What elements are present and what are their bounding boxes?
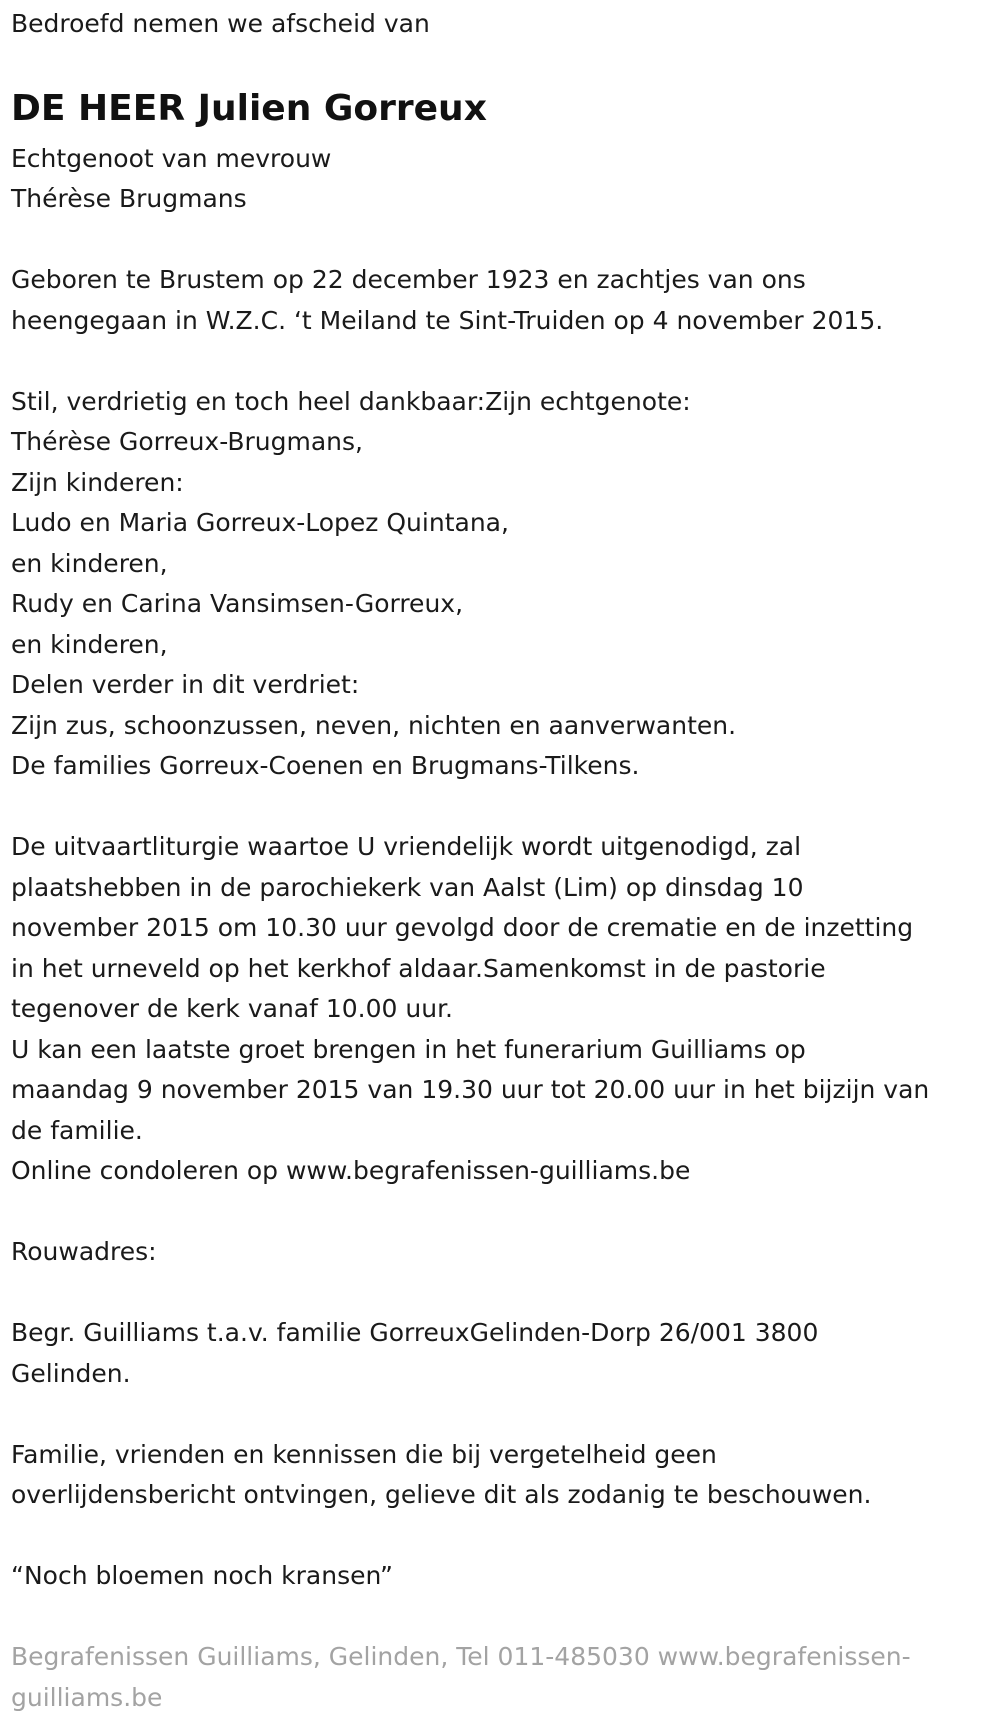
paragraph-gap: [11, 1516, 992, 1557]
address-block: [11, 1313, 992, 1394]
family-line: Stil, verdrietig en toch heel dankbaar:Zijn echtgenote:: [11, 382, 992, 423]
obituary-notice: [0, 4, 1000, 1718]
ceremony-line: tegenover de kerk vanaf 10.00 uur.: [11, 989, 992, 1030]
family-line: en kinderen,: [11, 625, 992, 666]
spouse-name: Thérèse Brugmans: [11, 179, 992, 220]
birth-line: Geboren te Brustem op 22 december 1923 en zachtjes van ons: [11, 260, 992, 301]
paragraph-gap: [11, 341, 992, 382]
ceremony-line: november 2015 om 10.30 uur gevolgd door de crematie en de inzetting: [11, 908, 992, 949]
notice-block: [11, 1435, 992, 1516]
family-line: en kinderen,: [11, 544, 992, 585]
ceremony-line: maandag 9 november 2015 van 19.30 uur tot 20.00 uur in het bijzijn van: [11, 1070, 992, 1111]
address-line: Gelinden.: [11, 1354, 992, 1395]
family-line: Rudy en Carina Vansimsen-Gorreux,: [11, 584, 992, 625]
family-line: Delen verder in dit verdriet:: [11, 665, 992, 706]
paragraph-gap: [11, 1192, 992, 1233]
ceremony-line: de familie.: [11, 1111, 992, 1152]
death-line: heengegaan in W.Z.C. ‘t Meiland te Sint-Truiden op 4 november 2015.: [11, 301, 992, 342]
paragraph-gap: [11, 1597, 992, 1638]
address-label: Rouwadres:: [11, 1232, 992, 1273]
ceremony-line: De uitvaartliturgie waartoe U vriendelijk wordt uitgenodigd, zal: [11, 827, 992, 868]
flowers-note: “Noch bloemen noch kransen”: [11, 1556, 992, 1597]
notice-line: Familie, vrienden en kennissen die bij vergetelheid geen: [11, 1435, 992, 1476]
spouse-block: [11, 139, 992, 220]
family-line: Zijn zus, schoonzussen, neven, nichten en aanverwanten.: [11, 706, 992, 747]
paragraph-gap: [11, 787, 992, 828]
birth-death-block: [11, 260, 992, 341]
notice-line: overlijdensbericht ontvingen, gelieve dit als zodanig te beschouwen.: [11, 1475, 992, 1516]
ceremony-line: U kan een laatste groet brengen in het funerarium Guilliams op: [11, 1030, 992, 1071]
paragraph-gap: [11, 1394, 992, 1435]
paragraph-gap: [11, 220, 992, 261]
family-line: Zijn kinderen:: [11, 463, 992, 504]
condolence-line: Online condoleren op www.begrafenissen-guilliams.be: [11, 1151, 992, 1192]
address-line: Begr. Guilliams t.a.v. familie GorreuxGelinden-Dorp 26/001 3800: [11, 1313, 992, 1354]
family-line: Thérèse Gorreux-Brugmans,: [11, 422, 992, 463]
spouse-line: Echtgenoot van mevrouw: [11, 139, 992, 180]
funeral-home-footer: [11, 1637, 992, 1718]
ceremony-line: in het urneveld op het kerkhof aldaar.Samenkomst in de pastorie: [11, 949, 992, 990]
footer-line: Begrafenissen Guilliams, Gelinden, Tel 011-485030 www.begrafenissen-: [11, 1637, 992, 1678]
footer-line: guilliams.be: [11, 1678, 992, 1718]
paragraph-gap: [11, 1273, 992, 1314]
family-block: [11, 382, 992, 787]
intro-line: Bedroefd nemen we afscheid van: [11, 4, 992, 45]
family-line: De families Gorreux-Coenen en Brugmans-Tilkens.: [11, 746, 992, 787]
deceased-name: DE HEER Julien Gorreux: [11, 89, 992, 129]
ceremony-line: plaatshebben in de parochiekerk van Aalst (Lim) op dinsdag 10: [11, 868, 992, 909]
ceremony-block: [11, 827, 992, 1192]
family-line: Ludo en Maria Gorreux-Lopez Quintana,: [11, 503, 992, 544]
